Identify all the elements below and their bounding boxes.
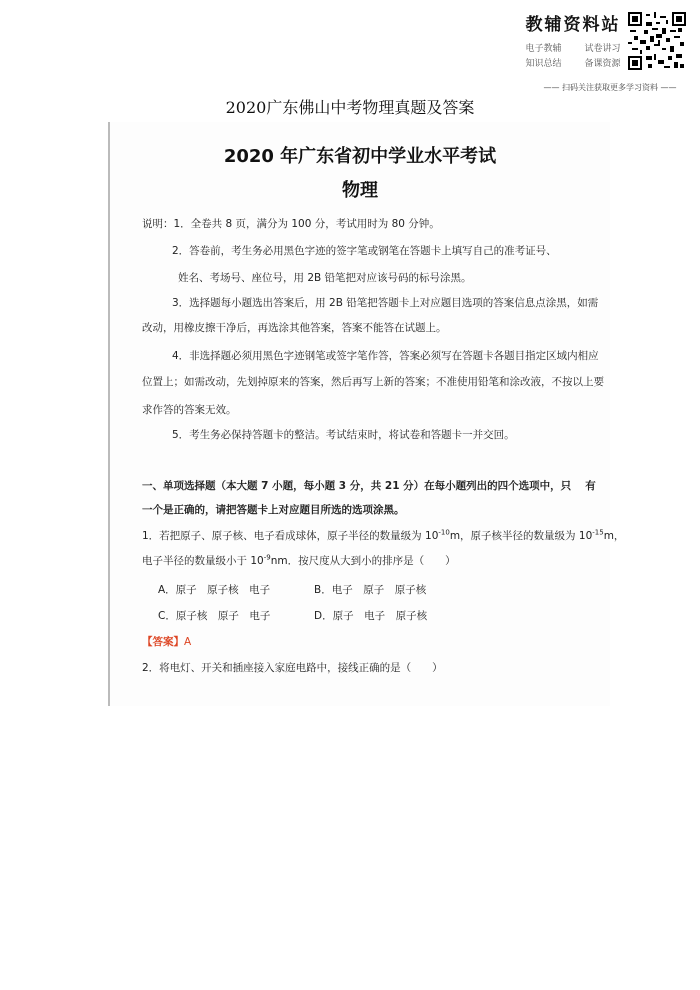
scan-prompt: —— 扫码关注获取更多学习资料 —— [543, 83, 677, 92]
instruction-line: 5．考生务必保持答题卡的整洁。考试结束时，将试卷和答题卡一并交回。 [172, 429, 515, 441]
exam-title: 2020 年广东省初中学业水平考试 [223, 146, 497, 167]
section-heading: 一、单项选择题（本大题 7 小题，每小题 3 分，共 21 分）在每小题列出的四个选项中，只 有 [142, 480, 596, 492]
option-d: D．原子 电子 原子核 [314, 610, 428, 622]
instruction-line: 求作答的答案无效。 [142, 404, 237, 416]
q1-exponent: -15 [592, 528, 604, 537]
q1-text: 电子半径的数量级小于 10 [142, 555, 264, 567]
brand-tags [518, 41, 628, 69]
instruction-line: 改动，用橡皮擦干净后，再选涂其他答案，答案不能答在试题上。 [142, 322, 447, 334]
question-2: 2．将电灯、开关和插座接入家庭电路中，接线正确的是（ ） [142, 662, 443, 674]
q1-exponent: -10 [438, 528, 450, 537]
instruction-line: 位置上；如需改动，先划掉原来的答案，然后再写上新的答案；不准使用铅笔和涂改液，不按以上要 [142, 376, 604, 388]
q1-exponent: -9 [263, 553, 271, 562]
section-heading-cont: 一个是正确的，请把答题卡上对应题目所选的选项涂黑。 [142, 504, 405, 516]
instruction-line: 4．非选择题必须用黑色字迹钢笔或签字笔作答，答案必须写在答题卡各题目指定区域内相应 [172, 350, 599, 362]
brand-tag: 电子教辅 [525, 44, 562, 54]
brand-tag: 试卷讲习 [584, 44, 621, 54]
q1-text: nm．按尺度从大到小的排序是（ ） [270, 555, 456, 567]
instruction-line: 2．答卷前，考生务必用黑色字迹的签字笔或钢笔在答题卡上填写自己的准考证号、 [172, 245, 557, 257]
q1-text: 1．若把原子、原子核、电子看成球体，原子半径的数量级为 10 [142, 530, 439, 542]
instruction-line: 姓名、考场号、座位号，用 2B 铅笔把对应该号码的标号涂黑。 [178, 272, 472, 284]
question-1-line2 [142, 553, 456, 568]
instruction-line: 3．选择题每小题选出答案后，用 2B 铅笔把答题卡上对应题目选项的答案信息点涂黑，如需 [172, 297, 599, 309]
option-c: C．原子核 原子 电子 [158, 610, 271, 622]
answer-value: A [184, 636, 192, 648]
qr-code-icon[interactable] [628, 12, 686, 70]
exam-subject: 物理 [342, 180, 378, 201]
brand-block [518, 10, 628, 69]
answer-label: 【答案】 [142, 636, 184, 648]
q1-text: m，原子核半径的数量级为 10 [449, 530, 593, 542]
option-a: A．原子 原子核 电子 [158, 584, 271, 596]
q1-text: m， [603, 530, 625, 542]
question-1-line1 [142, 528, 624, 543]
brand-name: 教辅资料站 [525, 15, 621, 35]
exam-sheet [108, 122, 625, 706]
option-b: B．电子 原子 原子核 [314, 584, 427, 596]
brand-tag: 知识总结 [525, 59, 562, 69]
answer-line [142, 634, 191, 649]
brand-tag: 备课资源 [584, 59, 621, 69]
document-title: 2020广东佛山中考物理真题及答案 [225, 98, 475, 117]
instruction-line: 说明：1．全卷共 8 页，满分为 100 分，考试用时为 80 分钟。 [142, 218, 440, 230]
